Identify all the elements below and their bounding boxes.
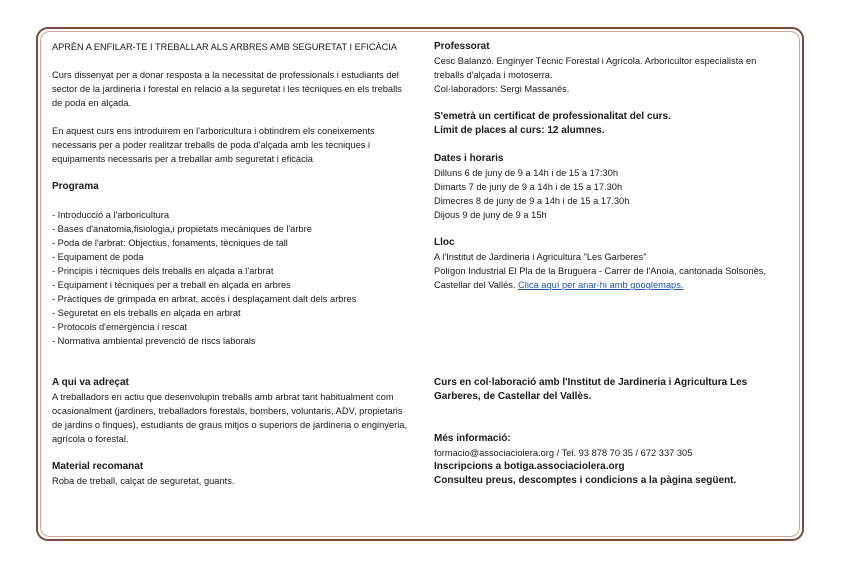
list-item: - Poda de l'arbrat: Objectius, fonaments, tècniques de tall <box>52 238 288 248</box>
date-line: Dilluns 6 de juny de 9 a 14h i de 15 a 17:30h <box>434 168 619 178</box>
left-column <box>52 40 412 348</box>
list-item: - Seguretat en els treballs en alçada en arbrat <box>52 308 241 318</box>
adrecat-text: A treballadors en actiu que desenvolupin treballs amb arbrat tant habitualment com ocasionalment (jardiners, treballadors forestals, bombers, voluntaris, ADV, propietaris de jardins o finques), estudiants de graus mitjos o superiors de jardineria o enginyeria, agrícola o forestal. <box>52 392 408 444</box>
material-heading: Material recomanat <box>52 461 144 472</box>
inscripcions-text[interactable]: Inscripcions a botiga.associaciolera.org <box>434 461 625 472</box>
collaboradors-text: Col·laboradors: Sergi Massanés. <box>434 84 570 94</box>
right-column <box>434 40 786 292</box>
course-title: APRÈN A ENFILAR-TE I TREBALLAR ALS ARBRES AMB SEGURETAT I EFICÀCIA <box>52 42 397 52</box>
lloc-line-2: Polígon Industrial El Pla de la Bruguera - Carrer de l'Anoia, cantonada Solsonès, <box>434 266 767 276</box>
list-item: - Protocols d'emergència i rescat <box>52 322 188 332</box>
lloc-heading: Lloc <box>434 237 455 248</box>
list-item: - Principis i tècniques dels treballs en alçada a l'arbrat <box>52 266 274 276</box>
dates-heading: Dates i horaris <box>434 153 504 164</box>
info-contact[interactable]: formacio@associaciolera.org / Tel. 93 878 70 35 / 672 337 305 <box>434 448 693 458</box>
date-line: Dimarts 7 de juny de 9 a 14h i de 15 a 17.30h <box>434 182 623 192</box>
googlemaps-link[interactable]: Clica aquí per anar-hi amb googlemaps. <box>518 280 684 290</box>
intro-paragraph-1: Curs dissenyat per a donar resposta a la necessitat de professionals i estudiants del sector de la jardineria i forestal en relació a la seguretat i les tècniques en els treballs de poda en alçada. <box>52 70 402 108</box>
collaboracio-text: Curs en col·laboració amb l'Institut de Jardineria i Agricultura Les Garberes, de Castellar del Vallès. <box>434 377 748 402</box>
list-item: - Normativa ambiental prevenció de riscs laborals <box>52 336 256 346</box>
list-item: - Pràctiques de grimpada en arbrat, accés i desplaçament dalt dels arbres <box>52 294 357 304</box>
adrecat-heading: A qui va adreçat <box>52 377 129 388</box>
certificat-text: S'emetrà un certificat de professionalitat del curs. <box>434 111 671 122</box>
list-item: - Equipament i tècniques per a treball en alçada en arbres <box>52 280 291 290</box>
lloc-town: Castellar del Vallès. <box>434 280 519 290</box>
lloc-line-3 <box>434 278 786 292</box>
limit-text: Límit de places al curs: 12 alumnes. <box>434 125 605 136</box>
programa-heading: Programa <box>52 181 99 192</box>
info-heading: Més informació: <box>434 433 511 444</box>
audience-section <box>52 376 412 488</box>
lloc-line-1: A l'Institut de Jardineria i Agricultura "Les Garberes" <box>434 252 647 262</box>
programa-list <box>52 208 412 348</box>
professorat-text: Cesc Balanzó. Enginyer Tècnic Forestal i Agrícola. Arboricultor especialista en treballs d'alçada i motoserra. <box>434 56 757 80</box>
intro-paragraph-2: En aquest curs ens introduirem en l'arboricultura i obtindrem els coneixements necessaris per a poder realitzar treballs de poda d'alçada amb les tècniques i equipaments necessaris per a treballar amb seguretat i eficàcia <box>52 126 375 164</box>
consulteu-text: Consulteu preus, descomptes i condicions a la pàgina següent. <box>434 475 737 486</box>
professorat-heading: Professorat <box>434 41 490 52</box>
list-item: - Bases d'anatomia,fisiologia,i propietats mecàniques de l'arbre <box>52 224 312 234</box>
contact-section <box>434 376 774 488</box>
list-item: - Equipament de poda <box>52 252 144 262</box>
list-item: - Introducció a l'arboricultura <box>52 210 170 220</box>
date-line: Dimecres 8 de juny de 9 a 14h i de 15 a 17.30h <box>434 196 630 206</box>
date-line: Dijous 9 de juny de 9 a 15h <box>434 210 547 220</box>
material-text: Roba de treball, calçat de seguretat, guants. <box>52 476 235 486</box>
